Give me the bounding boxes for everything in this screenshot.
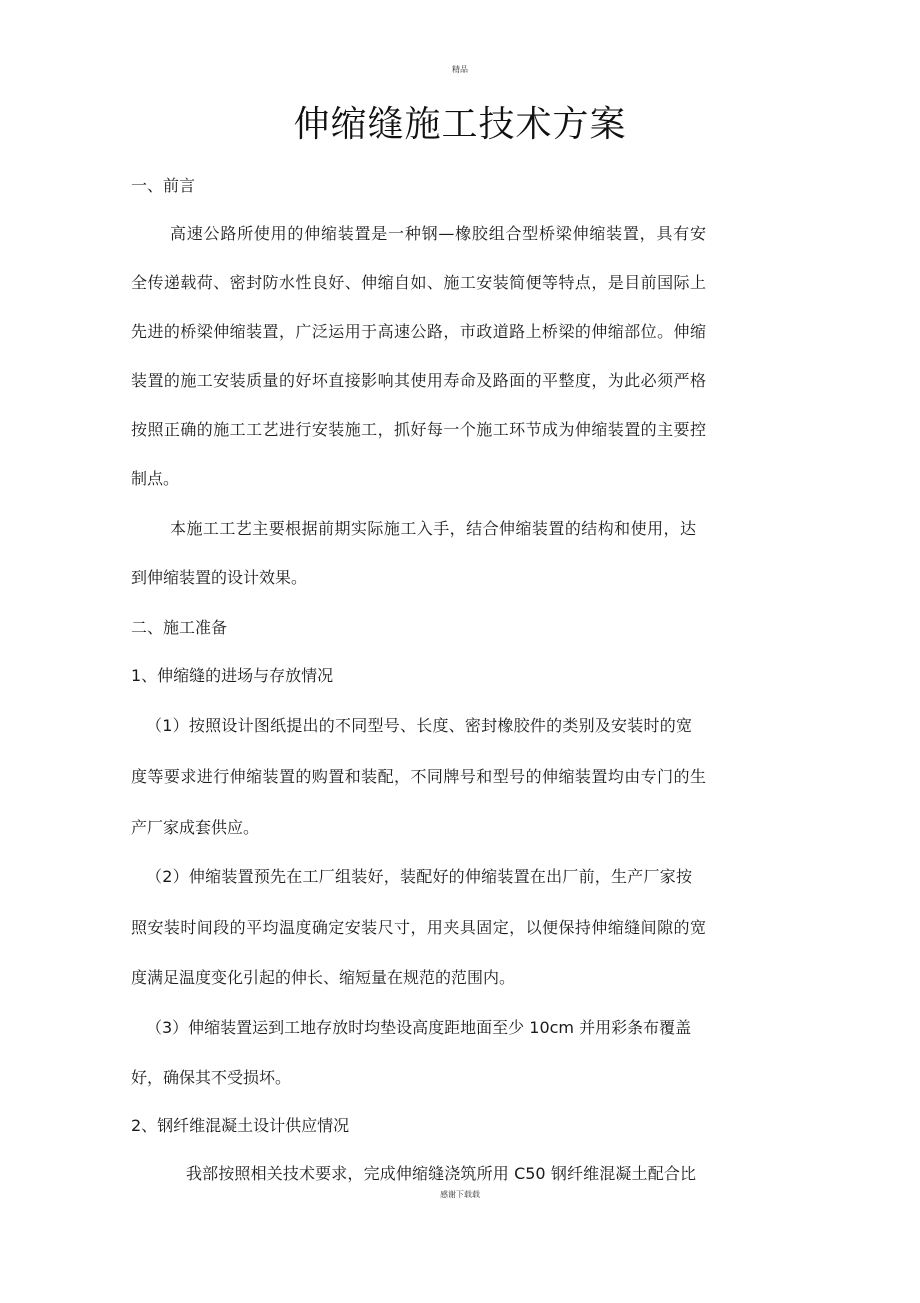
subsection-heading: 2、钢纤维混凝土设计供应情况 [131,1116,350,1135]
subsection-heading: 1、伸缩缝的进场与存放情况 [131,666,334,685]
paragraph-line: （2）伸缩装置预先在工厂组装好，装配好的伸缩装置在出厂前，生产厂家按 [146,867,692,886]
paragraph-line: 装置的施工安装质量的好坏直接影响其使用寿命及路面的平整度，为此必须严格 [131,371,706,390]
paragraph-line: 度等要求进行伸缩装置的购置和装配，不同牌号和型号的伸缩装置均由专门的生 [131,767,706,786]
footer-note: 感谢下载载 [440,1190,480,1199]
paragraph-line: 照安装时间段的平均温度确定安装尺寸，用夹具固定，以便保持伸缩缝间隙的宽 [131,918,706,937]
paragraph-line: 先进的桥梁伸缩装置，广泛运用于高速公路，市政道路上桥梁的伸缩部位。伸缩 [131,322,706,341]
paragraph-line: （1）按照设计图纸提出的不同型号、长度、密封橡胶件的类别及安装时的宽 [146,716,692,735]
paragraph-line: 度满足温度变化引起的伸长、缩短量在规范的范围内。 [131,968,516,987]
paragraph-line: 本施工工艺主要根据前期实际施工入手，结合伸缩装置的结构和使用，达 [170,519,696,538]
paragraph-line: 全传递载荷、密封防水性良好、伸缩自如、施工安装简便等特点，是目前国际上 [131,273,706,292]
paragraph-line: 产厂家成套供应。 [131,818,260,837]
paragraph-line: 我部按照相关技术要求，完成伸缩缝浇筑所用 C50 钢纤维混凝土配合比 [186,1164,696,1183]
section-heading: 一、前言 [131,176,196,195]
paragraph-line: 高速公路所使用的伸缩装置是一种钢—橡胶组合型桥梁伸缩装置，具有安 [170,224,706,243]
paragraph-line: 按照正确的施工工艺进行安装施工，抓好每一个施工环节成为伸缩装置的主要控 [131,420,706,439]
paragraph-line: 好，确保其不受损坏。 [131,1068,292,1087]
header-note: 精品 [452,65,468,74]
section-heading: 二、施工准备 [131,618,228,637]
page-title: 伸缩缝施工技术方案 [293,104,627,145]
paragraph-line: 制点。 [131,469,180,488]
paragraph-line: （3）伸缩装置运到工地存放时均垫设高度距地面至少 10cm 并用彩条布覆盖 [146,1018,692,1037]
paragraph-line: 到伸缩装置的设计效果。 [131,568,308,587]
